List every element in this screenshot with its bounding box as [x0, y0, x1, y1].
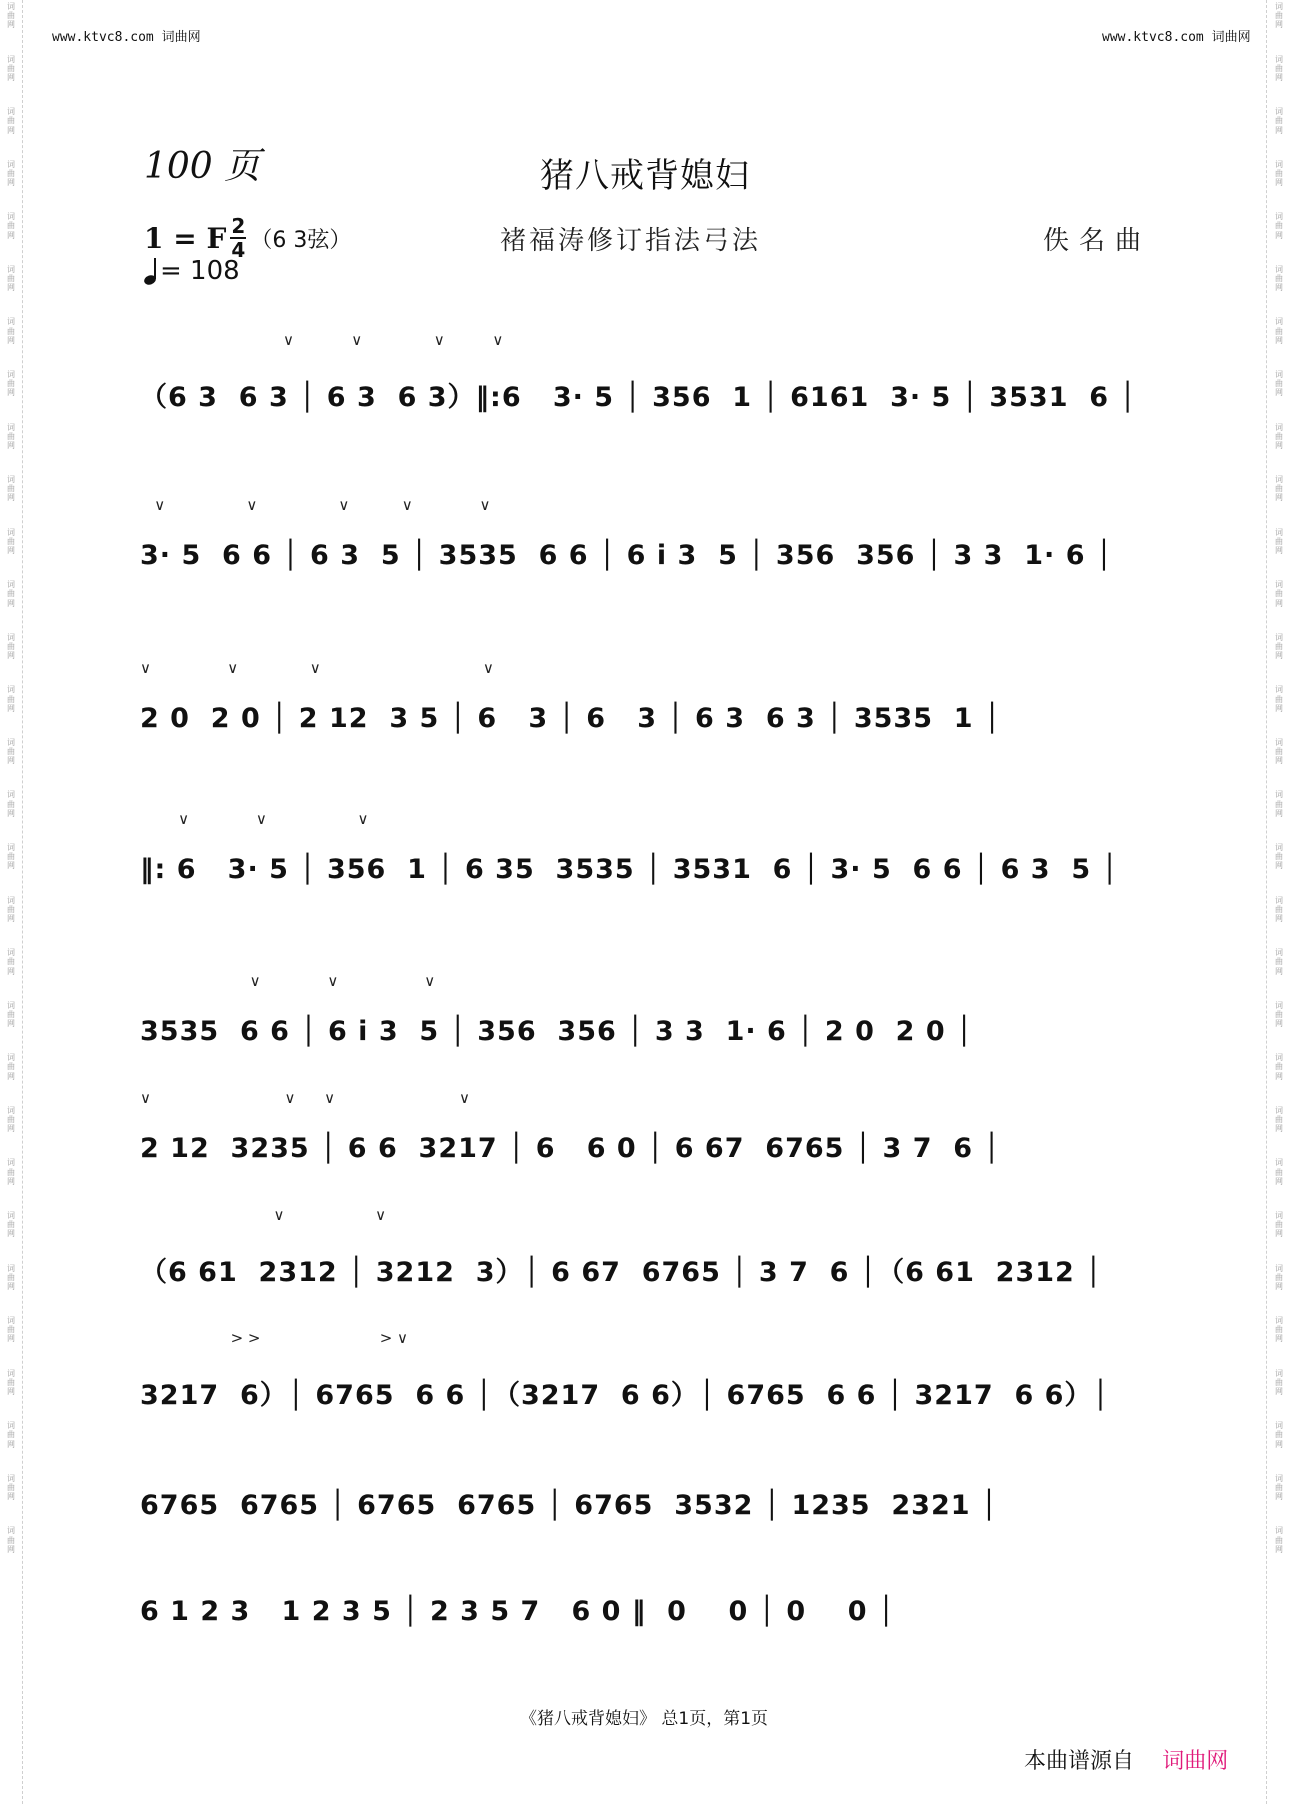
bowing-marks: ∨ ∨ ∨ ∨: [140, 331, 504, 349]
watermark-text: 词 曲 网: [1275, 1526, 1283, 1554]
watermark-text: 词 曲 网: [7, 2, 15, 30]
watermark-text: 词 曲 网: [1275, 1316, 1283, 1344]
bowing-marks: > > > ∨: [140, 1329, 409, 1347]
watermark-text: 词 曲 网: [1275, 580, 1283, 608]
notation-line: 3· 5 6 6 │ 6 3 5 │ 3535 6 6 │ 6 i 3 5 │ 356 356 │ 3 3 1· 6 │: [140, 540, 1114, 571]
time-denominator: 4: [231, 238, 246, 262]
time-signature: [230, 216, 246, 260]
source-credit[interactable]: [1024, 1744, 1228, 1775]
watermark-text: 词 曲 网: [1275, 1263, 1283, 1291]
watermark-text: 词 曲 网: [1275, 790, 1283, 818]
source-brand-link[interactable]: 词曲网: [1162, 1749, 1229, 1774]
watermark-text: 词 曲 网: [1275, 369, 1283, 398]
notation-line: 3217 6）│ 6765 6 6 │（3217 6 6）│ 6765 6 6 │ 3217 6 6）│: [140, 1380, 1110, 1411]
page-label: 100 页: [144, 146, 261, 187]
watermark-text: 词 曲 网: [7, 580, 15, 608]
watermark-text: 词 曲 网: [1275, 159, 1283, 188]
watermark-text: 词 曲 网: [1275, 843, 1283, 871]
left-guide-line: [22, 0, 23, 1804]
notation-line: 2 12 3235 │ 6 6 3217 │ 6 6 0 │ 6 67 6765 │ 3 7 6 │: [140, 1133, 1001, 1164]
notation-line: （6 3 6 3 │ 6 3 6 3）‖:6 3· 5 │ 356 1 │ 6161 3· 5 │ 3531 6 │: [140, 382, 1137, 413]
watermark-text: 词 曲 网: [7, 1210, 15, 1239]
bowing-marks: ∨ ∨ ∨ ∨: [140, 1089, 470, 1107]
watermark-text: 词 曲 网: [7, 843, 15, 871]
watermark-text: 词 曲 网: [1275, 2, 1283, 30]
watermark-text: 词 曲 网: [7, 1105, 15, 1134]
key-time-signature: [144, 216, 351, 260]
source-label: 本曲谱源自: [1024, 1749, 1135, 1774]
watermark-text: 词 曲 网: [7, 632, 15, 661]
bowing-marks: ∨ ∨ ∨: [140, 810, 369, 828]
watermark-text: 词 曲 网: [1275, 1053, 1283, 1081]
key-signature: 1 = F: [144, 221, 227, 255]
quarter-note-icon: [144, 256, 160, 286]
watermark-text: 词 曲 网: [7, 159, 15, 188]
watermark-text: 词 曲 网: [1275, 1158, 1283, 1186]
notation-line: （6 61 2312 │ 3212 3）│ 6 67 6765 │ 3 7 6 │（6 61 2312 │: [140, 1257, 1103, 1288]
score-title: 猪八戒背媳妇: [540, 156, 750, 196]
watermark-text: 词 曲 网: [7, 1053, 15, 1081]
page-info: 《猪八戒背媳妇》 总1页，第1页: [520, 1709, 769, 1729]
watermark-text: 词 曲 网: [1275, 54, 1283, 82]
watermark-text: 词 曲 网: [7, 1158, 15, 1186]
right-watermark-strip: [1268, 0, 1290, 1804]
bowing-marks: ∨ ∨: [140, 1206, 387, 1224]
watermark-text: 词 曲 网: [1275, 264, 1283, 293]
watermark-text: 词 曲 网: [1275, 475, 1283, 503]
tempo-marking: [144, 256, 240, 286]
notation-line: 2 0 2 0 │ 2 12 3 5 │ 6 3 │ 6 3 │ 6 3 6 3 │ 3535 1 │: [140, 703, 1002, 734]
notation-line: 6 1 2 3 1 2 3 5 │ 2 3 5 7 6 0 ‖ 0 0 │ 0 0 │: [140, 1596, 896, 1627]
watermark-text: 词 曲 网: [1275, 1210, 1283, 1239]
bowing-marks: ∨ ∨ ∨ ∨ ∨: [140, 496, 491, 514]
watermark-text: 词 曲 网: [7, 212, 15, 240]
watermark-text: 词 曲 网: [7, 369, 15, 398]
watermark-text: 词 曲 网: [7, 264, 15, 293]
watermark-text: 词 曲 网: [1275, 422, 1283, 450]
site-url-left[interactable]: www.ktvc8.com 词曲网: [52, 30, 201, 45]
tempo-value: = 108: [160, 256, 240, 286]
watermark-text: 词 曲 网: [7, 790, 15, 818]
watermark-text: 词 曲 网: [7, 1526, 15, 1554]
watermark-text: 词 曲 网: [7, 422, 15, 450]
watermark-text: 词 曲 网: [7, 685, 15, 713]
watermark-text: 词 曲 网: [7, 1473, 15, 1502]
watermark-text: 词 曲 网: [1275, 212, 1283, 240]
notation-line: 3535 6 6 │ 6 i 3 5 │ 356 356 │ 3 3 1· 6 │ 2 0 2 0 │: [140, 1016, 974, 1047]
watermark-text: 词 曲 网: [1275, 1000, 1283, 1029]
watermark-text: 词 曲 网: [7, 895, 15, 923]
bowing-marks: ∨ ∨ ∨ ∨: [140, 659, 494, 677]
watermark-text: 词 曲 网: [1275, 1421, 1283, 1449]
watermark-text: 词 曲 网: [1275, 1473, 1283, 1502]
watermark-text: 词 曲 网: [1275, 527, 1283, 555]
composer-credit: 佚名曲: [1043, 226, 1152, 256]
watermark-text: 词 曲 网: [7, 475, 15, 503]
right-guide-line: [1266, 0, 1267, 1804]
watermark-text: 词 曲 网: [7, 1368, 15, 1396]
watermark-text: 词 曲 网: [1275, 948, 1283, 976]
watermark-text: 词 曲 网: [7, 107, 15, 135]
watermark-text: 词 曲 网: [7, 1421, 15, 1449]
watermark-text: 词 曲 网: [1275, 1105, 1283, 1134]
notation-line: 6765 6765 │ 6765 6765 │ 6765 3532 │ 1235 2321 │: [140, 1490, 999, 1521]
watermark-text: 词 曲 网: [7, 1316, 15, 1344]
watermark-text: 词 曲 网: [7, 1263, 15, 1291]
watermark-text: 词 曲 网: [7, 317, 15, 345]
watermark-text: 词 曲 网: [1275, 317, 1283, 345]
site-url-right[interactable]: www.ktvc8.com 词曲网: [1102, 30, 1251, 45]
watermark-text: 词 曲 网: [1275, 685, 1283, 713]
watermark-text: 词 曲 网: [1275, 1368, 1283, 1396]
watermark-text: 词 曲 网: [7, 948, 15, 976]
watermark-text: 词 曲 网: [1275, 632, 1283, 661]
watermark-text: 词 曲 网: [1275, 737, 1283, 766]
watermark-text: 词 曲 网: [7, 54, 15, 82]
watermark-text: 词 曲 网: [7, 1000, 15, 1029]
watermark-text: 词 曲 网: [7, 527, 15, 555]
tuning-note: （6 3弦）: [250, 227, 352, 253]
watermark-text: 词 曲 网: [1275, 107, 1283, 135]
watermark-text: 词 曲 网: [7, 737, 15, 766]
arranger-credit: 褚福涛修订指法弓法: [500, 226, 762, 256]
notation-line: ‖: 6 3· 5 │ 356 1 │ 6 35 3535 │ 3531 6 │ 3· 5 6 6 │ 6 3 5 │: [140, 854, 1119, 885]
left-watermark-strip: [0, 0, 22, 1804]
time-numerator: 2: [231, 214, 246, 238]
bowing-marks: ∨ ∨ ∨: [140, 972, 436, 990]
watermark-text: 词 曲 网: [1275, 895, 1283, 923]
